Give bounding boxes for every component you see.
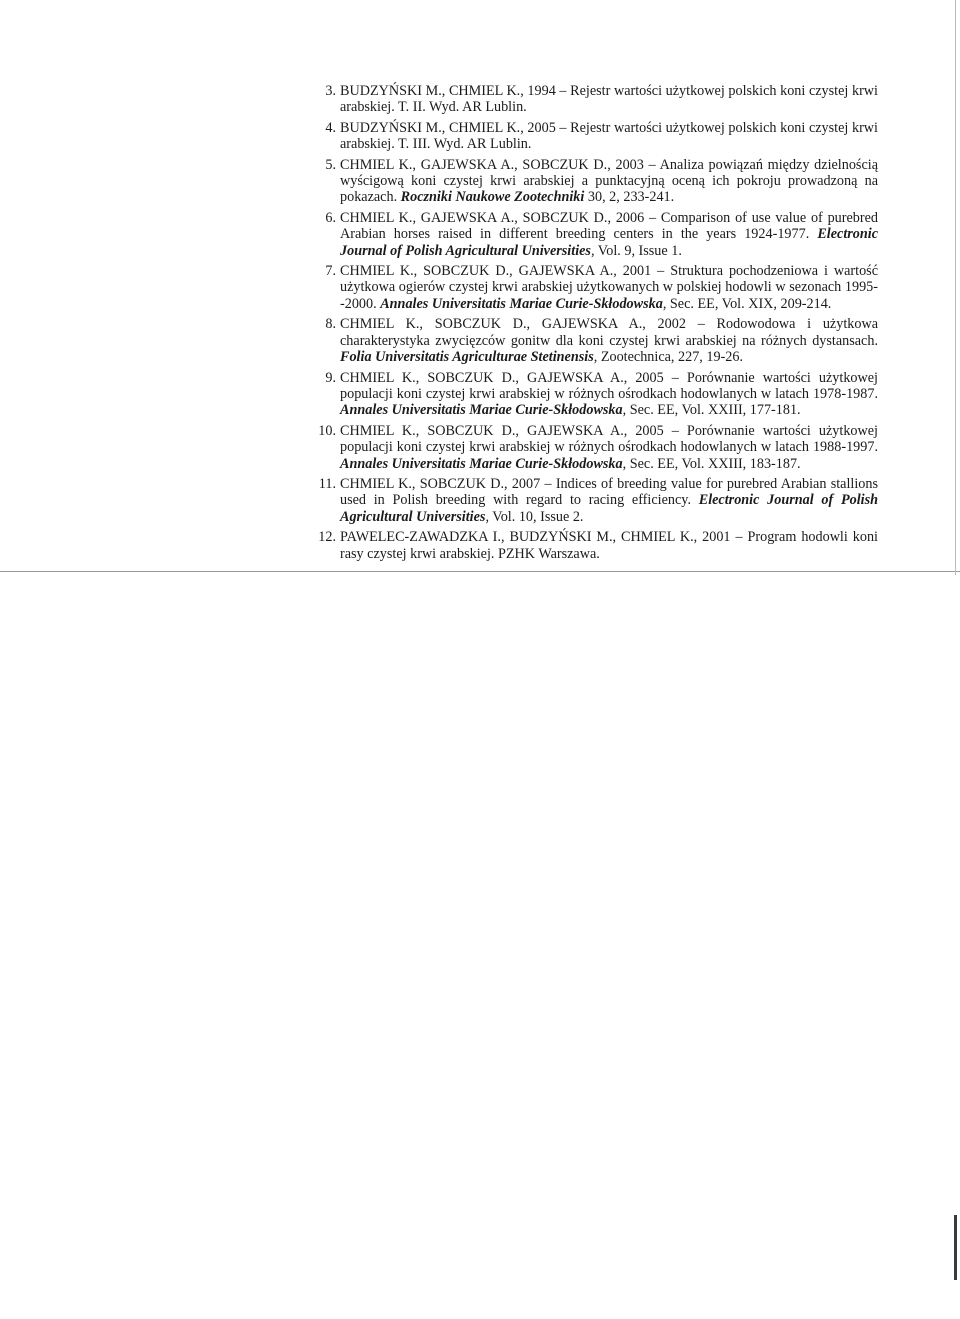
- reference-item: [310, 529, 878, 562]
- reference-text: CHMIEL K., SOBCZUK D., GAJEWSKA A., 2005 – Porównanie wartości użytkowej populacji koni czystej krwi arabskiej w różnych ośrodkach hodowlanych w latach 1978-1987.: [340, 369, 878, 402]
- reference-item: [310, 423, 878, 472]
- reference-item: [310, 157, 878, 206]
- reference-number: 7 .: [310, 263, 336, 279]
- reference-number: 8 .: [310, 316, 336, 332]
- reference-number: 12 .: [310, 529, 336, 545]
- scan-edge-vertical: [955, 0, 956, 575]
- reference-details: , Vol. 10, Issue 2.: [485, 508, 584, 525]
- reference-number: 3 .: [310, 83, 336, 99]
- reference-journal: Annales Universitatis Mariae Curie-Skłodowska: [340, 455, 623, 472]
- reference-item: [310, 263, 878, 312]
- reference-journal: Roczniki Naukowe Zootechniki: [400, 189, 585, 206]
- reference-text: CHMIEL K., GAJEWSKA A., SOBCZUK D., 2006 – Comparison of use value of purebred Arabian horses raised in different breeding centers in the years 1924-1977.: [340, 209, 878, 243]
- reference-list: [310, 83, 878, 566]
- reference-details: , Sec. EE, Vol. XXIII, 177-181.: [622, 402, 801, 419]
- reference-journal: Folia Universitatis Agriculturae Stetinensis: [340, 349, 594, 366]
- reference-details: , Zootechnica, 227, 19-26.: [593, 349, 744, 366]
- reference-text: CHMIEL K., SOBCZUK D., 2007 – Indices of breeding value for purebred Arabian stallions used in Polish breeding with regard to racing efficiency.: [340, 475, 878, 509]
- reference-number: 11 .: [310, 476, 336, 492]
- scan-edge-mark: [954, 1215, 957, 1280]
- reference-number: 5 .: [310, 157, 336, 173]
- reference-text: BUDZYŃSKI M., CHMIEL K., 1994 – Rejestr wartości użytkowej polskich koni czystej krwi arabskiej. T. II. Wyd. AR Lublin.: [340, 83, 878, 116]
- reference-number: 9 .: [310, 370, 336, 386]
- reference-details: , Vol. 9, Issue 1.: [590, 242, 682, 259]
- reference-text: BUDZYŃSKI M., CHMIEL K., 2005 – Rejestr wartości użytkowej polskich koni czystej krwi arabskiej. T. III. Wyd. AR Lublin.: [340, 119, 878, 153]
- reference-text: CHMIEL K., SOBCZUK D., GAJEWSKA A., 2002 – Rodowodowa i użytkowa charakterystyka zwycięzców gonitw dla koni czystej krwi arabskiej na różnych dystansach.: [340, 316, 878, 349]
- reference-text: CHMIEL K., GAJEWSKA A., SOBCZUK D., 2003 – Analiza powiązań między dzielnością wyścigową koni czystej krwi arabskiej a punktacyjną oceną ich pokroju prowadzoną na pokazach.: [340, 156, 878, 206]
- reference-item: [310, 316, 878, 365]
- reference-number: 10 .: [310, 423, 336, 439]
- reference-number: 6 .: [310, 210, 336, 226]
- reference-number: 4 .: [310, 120, 336, 136]
- scan-edge-horizontal: [0, 571, 960, 572]
- reference-journal: Annales Universitatis Mariae Curie-Skłodowska: [340, 402, 623, 419]
- reference-item: [310, 476, 878, 525]
- reference-item: [310, 83, 878, 116]
- reference-item: [310, 120, 878, 153]
- reference-item: [310, 370, 878, 419]
- reference-details: 30, 2, 233-241.: [587, 189, 675, 206]
- reference-details: , Sec. EE, Vol. XIX, 209-214.: [662, 295, 832, 312]
- reference-journal: Annales Universitatis Mariae Curie-Skłodowska: [380, 295, 663, 312]
- reference-journal: Electronic Journal of Polish Agricultural Universities: [340, 492, 878, 525]
- reference-text: PAWELEC-ZAWADZKA I., BUDZYŃSKI M., CHMIEL K., 2001 – Program hodowli koni rasy czystej krwi arabskiej. PZHK Warszawa.: [340, 529, 878, 562]
- reference-journal: Electronic Journal of Polish Agricultural Universities: [340, 226, 879, 259]
- reference-details: , Sec. EE, Vol. XXIII, 183-187.: [622, 455, 801, 472]
- reference-text: CHMIEL K., SOBCZUK D., GAJEWSKA A., 2005 – Porównanie wartości użytkowej populacji koni czystej krwi arabskiej w różnych ośrodkach hodowlanych w latach 1988-1997.: [340, 422, 878, 456]
- reference-item: [310, 210, 878, 259]
- reference-text: CHMIEL K., SOBCZUK D., GAJEWSKA A., 2001 – Struktura pochodzeniowa i wartość użytkowa ogierów czystej krwi arabskiej użytkowanych w polskiej hodowli w sezonach 1995--2000.: [340, 263, 878, 312]
